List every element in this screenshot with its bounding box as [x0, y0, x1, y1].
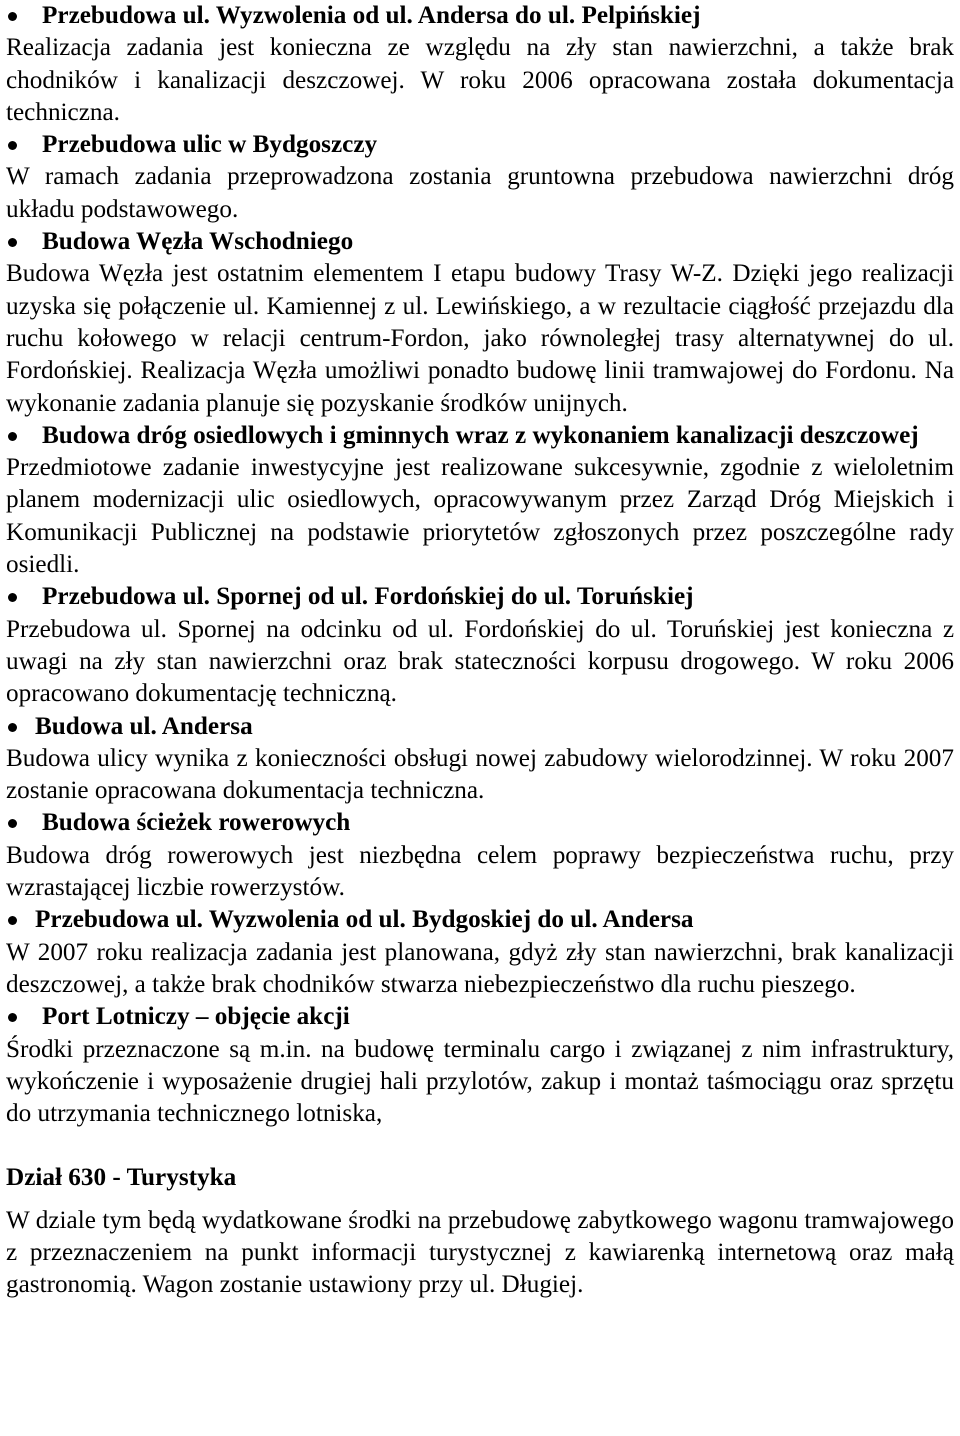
bullet-icon	[8, 141, 17, 150]
department-title: Dział 630 - Turystyka	[6, 1164, 237, 1192]
section-heading	[6, 226, 954, 258]
document-page	[6, 0, 954, 1302]
section-ulice-bydgoszcz	[6, 129, 954, 226]
bullet-icon	[8, 819, 17, 828]
section-heading-text: Przebudowa ulic w Bydgoszczy	[42, 131, 378, 159]
section-sporna	[6, 581, 954, 710]
section-heading	[6, 581, 954, 613]
section-heading	[6, 0, 954, 32]
section-body: Budowa Węzła jest ostatnim elementem I etapu budowy Trasy W-Z. Dzięki jego realizacji uzyska się połączenie ul. Kamiennej z ul. Lewińskiego, a w rezultacie ciągłość przejazdu dla ruchu kołowego w relacji centrum-Fordon, jako równoległej trasy alternatywnej do ul. Fordońskiej. Realizacja Węzła umożliwi ponadto budowę linii tramwajowej do Fordonu. Na wykonanie zadania planuje się pozyskanie środków unijnych.	[6, 260, 954, 417]
section-drogi-osiedlowe	[6, 420, 954, 581]
bullet-icon	[8, 12, 17, 21]
section-heading-text: Budowa Węzła Wschodniego	[42, 228, 354, 256]
section-heading	[6, 1001, 954, 1033]
section-port-lotniczy	[6, 1001, 954, 1130]
section-wezel-wschodni	[6, 226, 954, 420]
bullet-icon	[8, 593, 17, 602]
spacer	[6, 1195, 954, 1205]
section-body: Przebudowa ul. Spornej na odcinku od ul. Fordońskiej do ul. Toruńskiej jest konieczna z uwagi na zły stan nawierzchni oraz brak stateczności korpusu drogowego. W roku 2006 opracowano dokumentację techniczną.	[6, 615, 954, 708]
section-heading	[6, 807, 954, 839]
section-body: Przedmiotowe zadanie inwestycyjne jest realizowane sukcesywnie, zgodnie z wieloletnim planem modernizacji ulic osiedlowych, opracowywanym przez Zarząd Dróg Miejskich i Komunikacji Publicznej na podstawie priorytetów zgłoszonych przez poszczególne rady osiedli.	[6, 454, 954, 579]
section-body: W 2007 roku realizacja zadania jest planowana, gdyż zły stan nawierzchni, brak kanalizacji deszczowej, a także brak chodników stwarza niebezpieczeństwo dla ruchu pieszego.	[6, 938, 954, 998]
spacer	[6, 1130, 954, 1162]
bullet-icon	[8, 723, 17, 732]
section-andersa	[6, 711, 954, 808]
bullet-icon	[8, 432, 17, 441]
section-wyzwolenia-andersa-pelplinska	[6, 0, 954, 129]
section-body: Budowa ulicy wynika z konieczności obsługi nowej zabudowy wielorodzinnej. W roku 2007 zostanie opracowana dokumentacja techniczna.	[6, 744, 954, 805]
bullet-icon	[8, 916, 17, 925]
section-heading	[6, 904, 954, 936]
bullet-icon	[8, 1013, 17, 1022]
section-body: Realizacja zadania jest konieczna ze względu na zły stan nawierzchni, a także brak chodników i kanalizacji deszczowej. W roku 2006 opracowana została dokumentacja techniczna.	[6, 34, 954, 126]
section-body: Środki przeznaczone są m.in. na budowę terminalu cargo i związanej z nim infrastruktury, wykończenie i wyposażenie drugiej hali przylotów, zakup i montaż taśmociągu oraz sprzętu do utrzymania technicznego lotniska,	[6, 1035, 954, 1128]
section-body: Budowa dróg rowerowych jest niezbędna celem poprawy bezpieczeństwa ruchu, przy wzrastającej liczbie rowerzystów.	[6, 841, 954, 902]
department-body: W dziale tym będą wydatkowane środki na przebudowę zabytkowego wagonu tramwajowego z przeznaczeniem na punkt informacji turystycznej z kawiarenką internetową oraz małą gastronomią. Wagon zostanie ustawiony przy ul. Długiej.	[6, 1206, 954, 1299]
section-heading-text: Przebudowa ul. Spornej od ul. Fordońskiej do ul. Toruńskiej	[42, 583, 694, 611]
section-heading	[6, 420, 954, 452]
section-heading-text: Budowa dróg osiedlowych i gminnych wraz z wykonaniem kanalizacji deszczowej	[42, 421, 919, 449]
section-sciezki-rowerowe	[6, 807, 954, 904]
section-heading-text: Przebudowa ul. Wyzwolenia od ul. Andersa do ul. Pelpińskiej	[42, 2, 701, 29]
section-body: W ramach zadania przeprowadzona zostania gruntowna przebudowa nawierzchni dróg układu podstawowego.	[6, 163, 954, 223]
section-wyzwolenia-bydgoska-andersa	[6, 904, 954, 1001]
section-heading	[6, 129, 954, 161]
section-heading-text: Budowa ścieżek rowerowych	[42, 809, 351, 837]
section-heading-text: Przebudowa ul. Wyzwolenia od ul. Bydgoskiej do ul. Andersa	[35, 906, 694, 934]
section-heading-text: Budowa ul. Andersa	[35, 712, 253, 740]
section-heading-text: Port Lotniczy – objęcie akcji	[42, 1003, 350, 1031]
section-heading	[6, 711, 954, 743]
bullet-icon	[8, 238, 17, 247]
